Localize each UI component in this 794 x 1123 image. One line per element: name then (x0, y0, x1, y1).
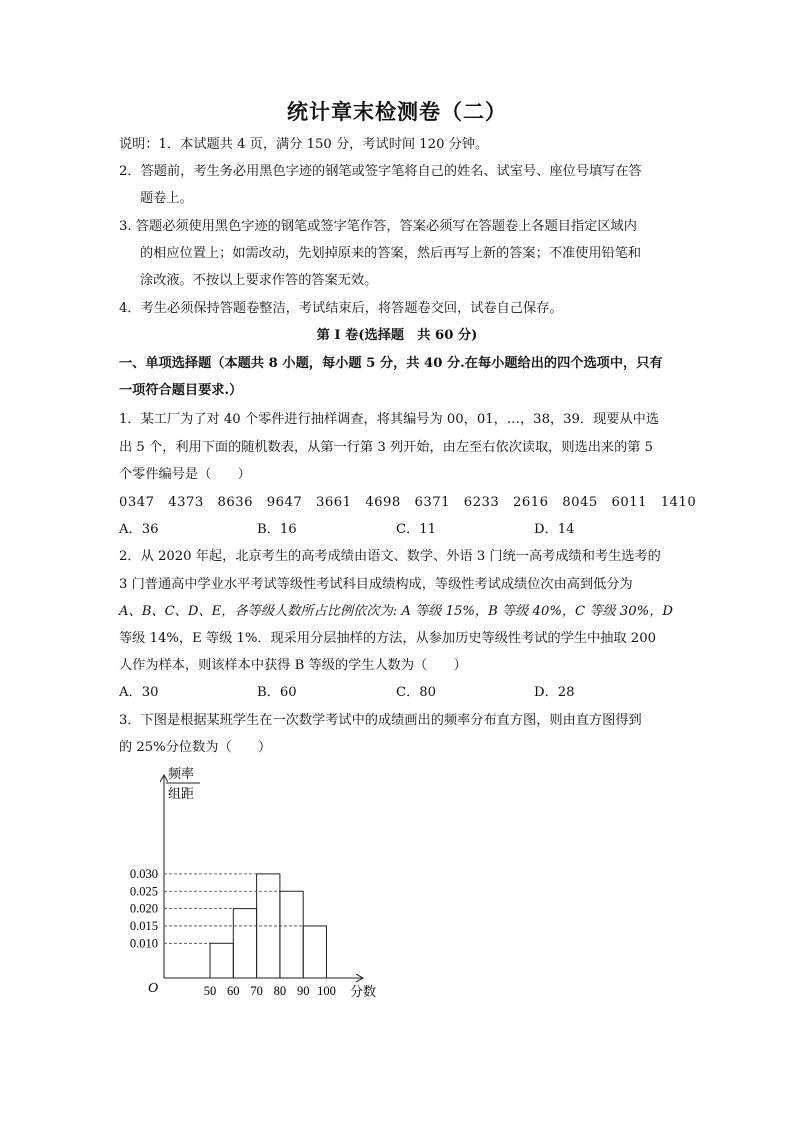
section-heading-line-1: 一、单项选择题（本题共 8 小题，每小题 5 分，共 40 分.在每小题给出的四个选项中，只有 (119, 356, 663, 371)
instruction-line-4: 3. 答题必须使用黑色字迹的钢笔或签字笔作答，答案必须写在答题卷上各题目指定区域内 (119, 219, 637, 234)
q2-line-4: 等级 14%，E 等级 1%．现采用分层抽样的方法，从参加历史等级性考试的学生中抽取 200 (119, 631, 656, 646)
y-tick-label: 0.020 (129, 901, 158, 916)
frequency-histogram (110, 762, 400, 1007)
y-tick-label: 0.010 (129, 936, 158, 951)
q2-line-5: 人作为样本，则该样本中获得 B 等级的学生人数为（ ） (119, 658, 467, 673)
q2-line-1: 2．从 2020 年起，北京考生的高考成绩由语文、数学、外语 3 门统一高考成绩和考生选考的 (119, 549, 661, 564)
histogram-bar (233, 909, 256, 978)
q2-option-a[interactable]: A．30 (119, 685, 159, 700)
x-tick-label: 50 (203, 984, 217, 998)
q1-option-a[interactable]: A．36 (119, 522, 159, 537)
q3-line-2: 的 25%分位数为（ ） (119, 740, 272, 755)
x-tick-label: 70 (250, 984, 263, 998)
x-axis-label: 分数 (350, 984, 377, 999)
q3-line-1: 3．下图是根据某班学生在一次数学考试中的成绩画出的频率分布直方图，则由直方图得到 (119, 713, 642, 728)
q2-line-3: A、B、C、D、E，各等级人数所占比例依次为: A 等级 15%，B 等级 40%，C 等级 30%，D (119, 604, 673, 619)
q2-option-d[interactable]: D．28 (534, 685, 575, 700)
q1-line-2: 出 5 个，利用下面的随机数表，从第一行第 3 列开始，由左至右依次读取，则选出来的第 5 (119, 440, 654, 455)
y-tick-label: 0.030 (129, 866, 158, 881)
instruction-line-2: 2．答题前，考生务必用黑色字迹的钢笔或签字笔将自己的姓名、试室号、座位号填写在答 (119, 164, 642, 179)
q1-option-b[interactable]: B．16 (257, 522, 297, 537)
q1-line-1: 1．某工厂为了对 40 个零件进行抽样调查，将其编号为 00，01，…，38，39．现要从中选 (119, 412, 660, 427)
y-axis-label-top: 频率 (168, 766, 195, 781)
q1-option-c[interactable]: C．11 (396, 522, 437, 537)
x-tick-label: 60 (227, 984, 240, 998)
instruction-line-5: 的相应位置上；如需改动，先划掉原来的答案，然后再写上新的答案；不准使用铅笔和 (140, 246, 642, 261)
histogram-bar (280, 891, 303, 978)
q2-option-c[interactable]: C．80 (396, 685, 437, 700)
x-tick-label: 80 (273, 984, 287, 998)
y-tick-label: 0.025 (129, 884, 158, 899)
instruction-line-7: 4．考生必须保持答题卷整洁，考试结束后，将答题卷交回，试卷自己保存。 (119, 301, 563, 316)
histogram-bar (303, 926, 326, 978)
y-tick-label: 0.015 (129, 918, 158, 933)
instruction-line-1: 说明：1．本试题共 4 页，满分 150 分，考试时间 120 分钟。 (119, 137, 489, 152)
q2-line-2: 3 门普通高中学业水平考试等级性考试科目成绩构成，等级性考试成绩位次由高到低分为 (119, 577, 633, 592)
q1-line-3: 个零件编号是（ ） (119, 467, 251, 482)
instruction-line-3: 题卷上。 (140, 191, 193, 206)
section-heading-line-2: 一项符合题目要求.） (119, 383, 243, 398)
q2-option-b[interactable]: B．60 (257, 685, 297, 700)
part-title: 第 I 卷(选择题 共 60 分) (316, 328, 478, 343)
instruction-line-6: 涂改液。不按以上要求作答的答案无效。 (140, 273, 378, 288)
page-title: 统计章末检测卷（二） (287, 100, 507, 124)
x-tick-label: 90 (296, 984, 310, 998)
x-tick-label: 100 (317, 984, 336, 998)
histogram-bar (210, 943, 233, 978)
origin-label: O (148, 981, 159, 996)
q1-random-numbers: 0347 4373 8636 9647 3661 4698 6371 6233 2616 8045 6011 1410 (119, 495, 697, 510)
y-axis-label-bottom: 组距 (168, 786, 195, 801)
q1-option-d[interactable]: D．14 (534, 522, 575, 537)
